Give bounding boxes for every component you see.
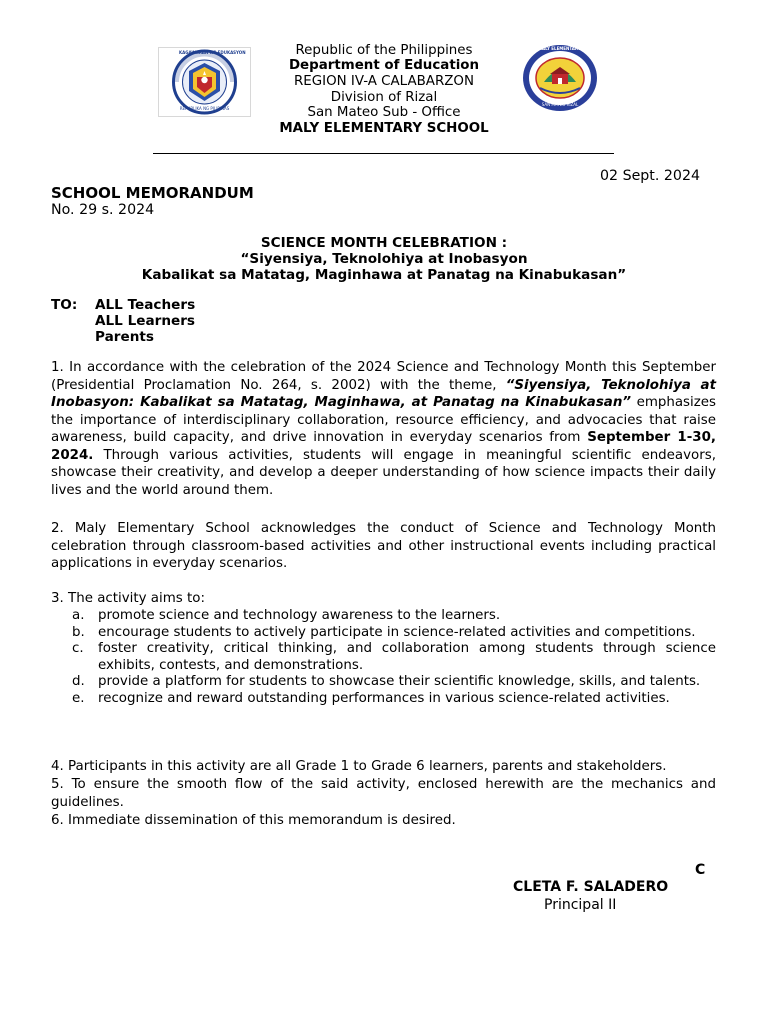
list-item — [72, 641, 716, 674]
recipient: ALL Teachers — [95, 297, 196, 313]
list-marker: b. — [72, 624, 85, 640]
memo-number: No. 29 s. 2024 — [51, 202, 155, 218]
paragraph-6: 6. Immediate dissemination of this memorandum is desired. — [51, 813, 456, 828]
paragraph-1-end: Through various activities, students will engage in meaningful scientific endeavors, showcase their creativity, and develop a deeper understanding of how science impacts their daily lives and the world around them. — [51, 447, 716, 498]
school-seal-text-top: MALY ELEMENTARY SCHOOL — [538, 46, 601, 51]
header-division: Division of Rizal — [330, 90, 438, 105]
list-item — [72, 691, 716, 708]
list-item — [72, 608, 716, 625]
header-school-name: MALY ELEMENTARY SCHOOL — [279, 121, 489, 136]
list-marker: d. — [72, 674, 85, 689]
deped-seal-text-top: KAGAWARAN NG EDUKASYON — [179, 50, 246, 55]
deped-seal-text-bottom: REPUBLIKA NG PILIPINAS — [179, 106, 230, 111]
list-text: foster creativity, critical thinking, and collaboration among students through science exhibits, contests, and demonstrations. — [98, 641, 716, 673]
paragraph-1-intro: 1. In accordance with the celebration of the 2024 Science and Technology Month this September (Presidential Proclamation No. 264, s. 2002) with the theme, — [51, 360, 716, 393]
celebration-dates: September 1-30, 2024. — [51, 430, 716, 463]
header-region: REGION IV-A CALABARZON — [293, 74, 474, 89]
header-divider — [153, 153, 614, 154]
list-marker: e. — [72, 690, 85, 706]
list-marker: c. — [72, 641, 84, 656]
signatory-name: CLETA F. SALADERO — [513, 879, 669, 895]
memo-date: 02 Sept. 2024 — [600, 168, 700, 184]
paragraph-4: 4. Participants in this activity are all Grade 1 to Grade 6 learners, parents and stakeholders. — [51, 759, 667, 774]
list-text: provide a platform for students to showcase their scientific knowledge, skills, and talents. — [98, 674, 701, 689]
recipients-block — [51, 297, 195, 345]
paragraph-1 — [51, 359, 716, 499]
list-item — [72, 674, 716, 691]
paragraph-3: 3. The activity aims to: — [51, 591, 205, 606]
header-republic: Republic of the Philippines — [295, 43, 473, 58]
theme-text: “Siyensiya, Teknolohiya at Inobasyon: Kabalikat sa Matatag, Maginhawa, at Panatag na Kinabukasan” — [51, 377, 716, 410]
paragraph-1-middle: emphasizes the importance of interdisciplinary collaboration, resource efficiency, and advocacies that raise awareness, build capacity, and drive innovation in everyday scenarios from — [51, 395, 716, 445]
signatory-position: Principal II — [544, 897, 617, 913]
paragraph-2: 2. Maly Elementary School acknowledges the conduct of Science and Technology Month celebration through classroom-based activities and other instructional events including practical applications in everyday scenarios. — [51, 521, 716, 571]
list-text: encourage students to actively participate in science-related activities and competitions. — [98, 624, 696, 640]
header-department: Department of Education — [288, 58, 480, 73]
subject-line-3: Kabalikat sa Matatag, Maginhawa at Panatag na Kinabukasan” — [141, 267, 627, 283]
school-seal-text-bottom: SAN MATEO RIZAL — [541, 102, 579, 107]
header-sub-office: San Mateo Sub - Office — [307, 105, 461, 120]
list-text: recognize and reward outstanding performances in various science-related activities. — [98, 690, 670, 706]
subject-line-1: SCIENCE MONTH CELEBRATION : — [260, 235, 508, 251]
list-marker: a. — [72, 608, 85, 623]
to-label: TO: — [51, 297, 78, 313]
subject-line-2: “Siyensiya, Teknolohiya at Inobasyon — [240, 251, 528, 267]
signature-mark: C — [695, 862, 706, 878]
list-item — [72, 625, 716, 642]
memo-title: SCHOOL MEMORANDUM — [51, 184, 254, 202]
recipient: Parents — [95, 329, 154, 345]
list-text: promote science and technology awareness to the learners. — [98, 608, 501, 623]
recipient: ALL Learners — [95, 313, 196, 329]
paragraph-5: 5. To ensure the smooth flow of the said activity, enclosed herewith are the mechanics and guidelines. — [51, 777, 716, 810]
aims-list — [72, 608, 716, 707]
